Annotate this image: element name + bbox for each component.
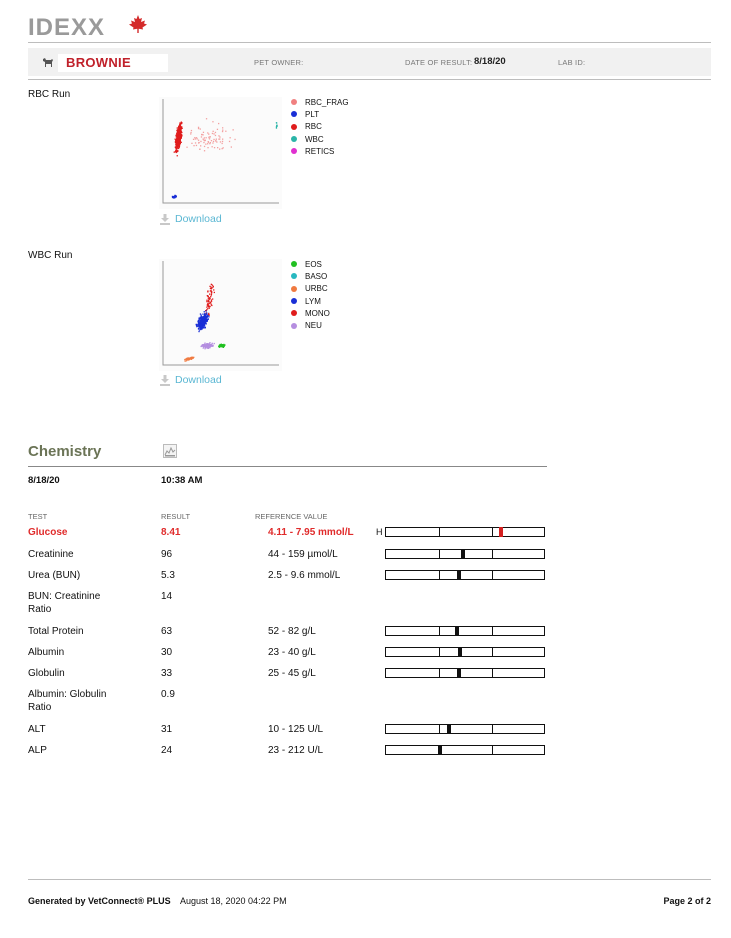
range-divider <box>492 725 493 733</box>
rbc-legend-item <box>291 133 349 145</box>
test-name: BUN: Creatinine Ratio <box>28 591 101 615</box>
page-number: Page 2 of 2 <box>663 896 711 906</box>
reference-range-bar <box>385 724 545 734</box>
rbc-legend-item <box>291 96 349 108</box>
legend-swatch <box>291 261 297 267</box>
reference-range: 52 - 82 g/L <box>268 626 316 637</box>
reference-range: 25 - 45 g/L <box>268 668 316 679</box>
footer-rule <box>28 879 711 880</box>
range-divider <box>439 669 440 677</box>
legend-label: BASO <box>305 271 328 281</box>
result-marker <box>438 745 442 755</box>
scatter-cluster <box>218 344 226 348</box>
column-header-result: RESULT <box>161 512 191 521</box>
reference-range: 23 - 40 g/L <box>268 647 316 658</box>
range-divider <box>492 627 493 635</box>
legend-label: EOS <box>305 259 322 269</box>
scatter-cluster <box>196 310 210 332</box>
rbc-legend-item <box>291 145 349 157</box>
dog-icon <box>40 54 56 70</box>
result-marker <box>457 570 461 580</box>
test-result: 31 <box>161 724 173 735</box>
legend-swatch <box>291 323 297 329</box>
test-name: Globulin <box>28 668 65 679</box>
reference-range-bar <box>385 626 545 636</box>
chemistry-title: Chemistry <box>28 443 102 460</box>
lab-id-label: LAB ID: <box>558 58 586 67</box>
legend-label: MONO <box>305 308 330 318</box>
rbc-legend <box>291 96 349 157</box>
maple-leaf-icon <box>128 14 148 34</box>
range-divider <box>492 550 493 558</box>
result-marker <box>457 668 461 678</box>
test-name: ALP <box>28 745 47 756</box>
rbc-run-title: RBC Run <box>28 89 71 100</box>
chemistry-date: 8/18/20 <box>28 475 60 486</box>
date-of-result-value: 8/18/20 <box>474 56 506 67</box>
scatter-cluster <box>174 122 183 157</box>
test-result: 8.41 <box>161 527 181 538</box>
reference-range-bar <box>385 570 545 580</box>
reference-range-bar <box>385 647 545 657</box>
test-name: Albumin: Globulin Ratio <box>28 689 107 713</box>
legend-label: LYM <box>305 296 321 306</box>
range-divider <box>492 746 493 754</box>
plot-axes <box>163 99 279 203</box>
scatter-cluster <box>172 195 177 199</box>
wbc-run-title: WBC Run <box>28 250 73 261</box>
test-result: 33 <box>161 668 173 679</box>
test-result: 24 <box>161 745 173 756</box>
reference-range: 23 - 212 U/L <box>268 745 324 756</box>
scatter-cluster <box>184 357 194 362</box>
test-name: Glucose <box>28 527 68 538</box>
rbc-legend-item <box>291 121 349 133</box>
range-divider <box>492 528 493 536</box>
wbc-legend-item <box>291 270 330 282</box>
chart-thumbnail-icon[interactable] <box>163 444 177 458</box>
legend-label: RBC <box>305 122 322 132</box>
legend-swatch <box>291 136 297 142</box>
wbc-legend-item <box>291 258 330 270</box>
legend-swatch <box>291 148 297 154</box>
result-marker <box>455 626 459 636</box>
reference-range: 10 - 125 U/L <box>268 724 324 735</box>
wbc-download-link[interactable] <box>160 374 222 386</box>
wbc-download-label: Download <box>175 374 222 386</box>
chemistry-rule <box>28 466 547 467</box>
test-result: 5.3 <box>161 570 175 581</box>
range-divider <box>439 648 440 656</box>
result-marker <box>461 549 465 559</box>
reference-range-bar <box>385 668 545 678</box>
test-result: 63 <box>161 626 173 637</box>
test-name: Urea (BUN) <box>28 570 81 581</box>
test-name: Albumin <box>28 647 65 658</box>
test-name: Total Protein <box>28 626 84 637</box>
legend-label: PLT <box>305 109 320 119</box>
test-name: ALT <box>28 724 46 735</box>
test-result: 0.9 <box>161 689 175 700</box>
range-divider <box>439 571 440 579</box>
chemistry-time: 10:38 AM <box>161 475 203 486</box>
download-icon <box>160 214 170 225</box>
generated-date: August 18, 2020 04:22 PM <box>180 896 287 906</box>
legend-label: NEU <box>305 321 322 331</box>
header-top-rule <box>28 42 711 43</box>
high-flag: H <box>376 527 383 537</box>
pet-name: BROWNIE <box>66 55 131 70</box>
plot-axes <box>163 261 279 365</box>
legend-swatch <box>291 273 297 279</box>
reference-range-bar <box>385 549 545 559</box>
reference-range-bar <box>385 745 545 755</box>
legend-swatch <box>291 111 297 117</box>
wbc-legend-item <box>291 295 330 307</box>
reference-range: 44 - 159 µmol/L <box>268 549 338 560</box>
wbc-legend <box>291 258 330 332</box>
result-marker <box>458 647 462 657</box>
rbc-download-label: Download <box>175 213 222 225</box>
wbc-legend-item <box>291 283 330 295</box>
column-header-test: TEST <box>28 512 48 521</box>
wbc-legend-item <box>291 319 330 331</box>
rbc-legend-item <box>291 108 349 120</box>
range-divider <box>492 669 493 677</box>
date-of-result-label: DATE OF RESULT: <box>405 58 473 67</box>
legend-label: RBC_FRAG <box>305 97 349 107</box>
legend-swatch <box>291 99 297 105</box>
range-divider <box>439 528 440 536</box>
download-icon <box>160 375 170 386</box>
header-bottom-rule <box>28 79 711 80</box>
test-result: 96 <box>161 549 173 560</box>
test-result: 14 <box>161 591 173 602</box>
legend-label: RETICS <box>305 146 335 156</box>
legend-label: WBC <box>305 134 324 144</box>
scatter-cluster <box>186 118 235 151</box>
pet-owner-label: PET OWNER: <box>254 58 304 67</box>
column-header-reference: REFERENCE VALUE <box>255 512 328 521</box>
range-divider <box>492 648 493 656</box>
reference-range: 2.5 - 9.6 mmol/L <box>268 570 341 581</box>
test-name: Creatinine <box>28 549 74 560</box>
rbc-scatter-plot <box>159 97 282 209</box>
result-marker <box>499 527 503 537</box>
scatter-cluster <box>276 122 278 129</box>
wbc-scatter-plot <box>159 259 282 371</box>
reference-range-bar <box>385 527 545 537</box>
idexx-logo: IDEXX <box>28 14 106 41</box>
wbc-legend-item <box>291 307 330 319</box>
range-divider <box>439 627 440 635</box>
result-marker <box>447 724 451 734</box>
legend-swatch <box>291 124 297 130</box>
range-divider <box>492 571 493 579</box>
reference-range: 4.11 - 7.95 mmol/L <box>268 527 354 538</box>
range-divider <box>439 725 440 733</box>
rbc-download-link[interactable] <box>160 213 222 225</box>
legend-label: URBC <box>305 284 328 294</box>
generated-by: Generated by VetConnect® PLUS <box>28 896 171 906</box>
legend-swatch <box>291 286 297 292</box>
scatter-cluster <box>201 342 215 349</box>
legend-swatch <box>291 310 297 316</box>
legend-swatch <box>291 298 297 304</box>
range-divider <box>439 550 440 558</box>
test-result: 30 <box>161 647 173 658</box>
